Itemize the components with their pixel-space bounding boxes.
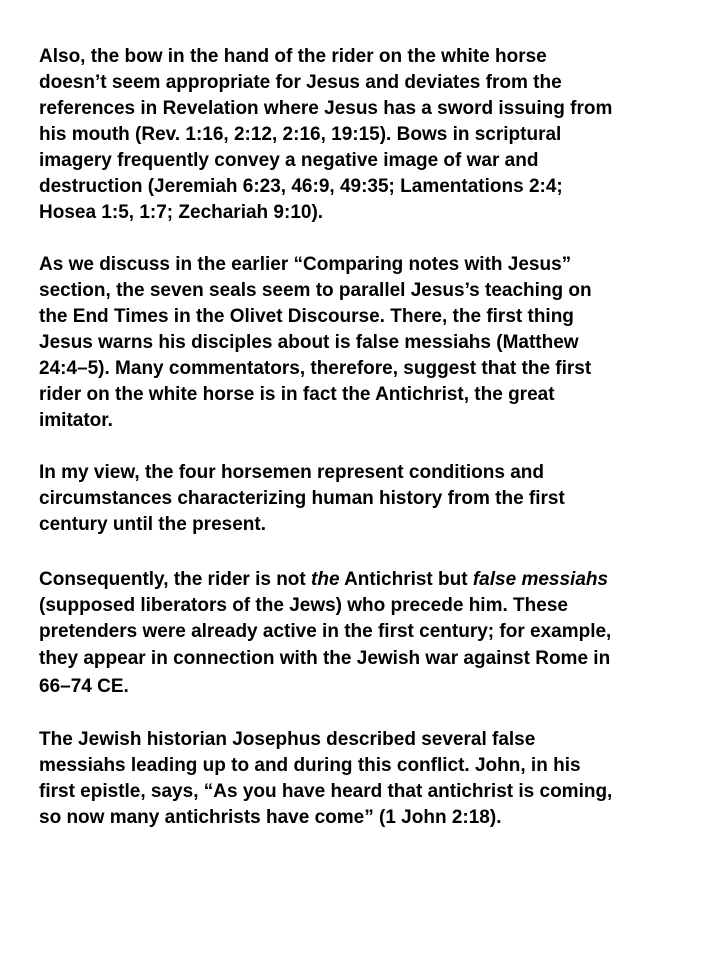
- document-page: [39, 44, 719, 831]
- paragraph-false-messiahs: [39, 567, 719, 701]
- text-line: Hosea 1:5, 1:7; Zechariah 9:10).: [39, 202, 324, 223]
- text-line: destruction (Jeremiah 6:23, 46:9, 49:35; Lamentations 2:4;: [39, 176, 563, 197]
- text-line: imitator.: [39, 410, 113, 431]
- text-line: section, the seven seals seem to parallel Jesus’s teaching on: [39, 280, 592, 301]
- text-line: 66–74 CE.: [39, 676, 129, 697]
- paragraph-olivet-discourse: [39, 252, 719, 434]
- paragraph-bow-imagery: [39, 44, 719, 226]
- text-line: Jesus warns his disciples about is false messiahs (Matthew: [39, 332, 579, 353]
- paragraph-spacer: [39, 538, 719, 567]
- text-run: Antichrist but: [339, 569, 473, 590]
- text-line: the End Times in the Olivet Discourse. There, the first thing: [39, 306, 574, 327]
- paragraph-spacer: [39, 226, 719, 252]
- text-line: they appear in connection with the Jewish war against Rome in: [39, 648, 611, 669]
- text-line: Also, the bow in the hand of the rider on the white horse: [39, 46, 547, 67]
- text-line: messiahs leading up to and during this conflict. John, in his: [39, 755, 581, 776]
- text-line: first epistle, says, “As you have heard that antichrist is coming,: [39, 781, 613, 802]
- text-line: doesn’t seem appropriate for Jesus and deviates from the: [39, 72, 562, 93]
- paragraph-four-horsemen-view: [39, 460, 719, 538]
- text-line: rider on the white horse is in fact the Antichrist, the great: [39, 384, 555, 405]
- text-line: [39, 567, 719, 593]
- text-line: 24:4–5). Many commentators, therefore, suggest that the first: [39, 358, 592, 379]
- paragraph-josephus: [39, 727, 719, 831]
- text-line: century until the present.: [39, 514, 266, 535]
- emphasis-text: the: [311, 569, 340, 590]
- text-line: (supposed liberators of the Jews) who precede him. These: [39, 595, 568, 616]
- text-line: As we discuss in the earlier “Comparing notes with Jesus”: [39, 254, 572, 275]
- emphasis-text: false messiahs: [472, 569, 609, 590]
- text-line: references in Revelation where Jesus has a sword issuing from: [39, 98, 613, 119]
- paragraph-spacer: [39, 701, 719, 727]
- text-line: circumstances characterizing human history from the first: [39, 488, 565, 509]
- text-line: The Jewish historian Josephus described several false: [39, 729, 536, 750]
- paragraph-spacer: [39, 434, 719, 460]
- text-run: Consequently, the rider is not: [39, 569, 312, 590]
- text-line: so now many antichrists have come” (1 John 2:18).: [39, 807, 502, 828]
- text-line: his mouth (Rev. 1:16, 2:12, 2:16, 19:15). Bows in scriptural: [39, 124, 562, 145]
- text-line: pretenders were already active in the first century; for example,: [39, 621, 612, 642]
- text-line: In my view, the four horsemen represent conditions and: [39, 462, 545, 483]
- text-line: imagery frequently convey a negative image of war and: [39, 150, 539, 171]
